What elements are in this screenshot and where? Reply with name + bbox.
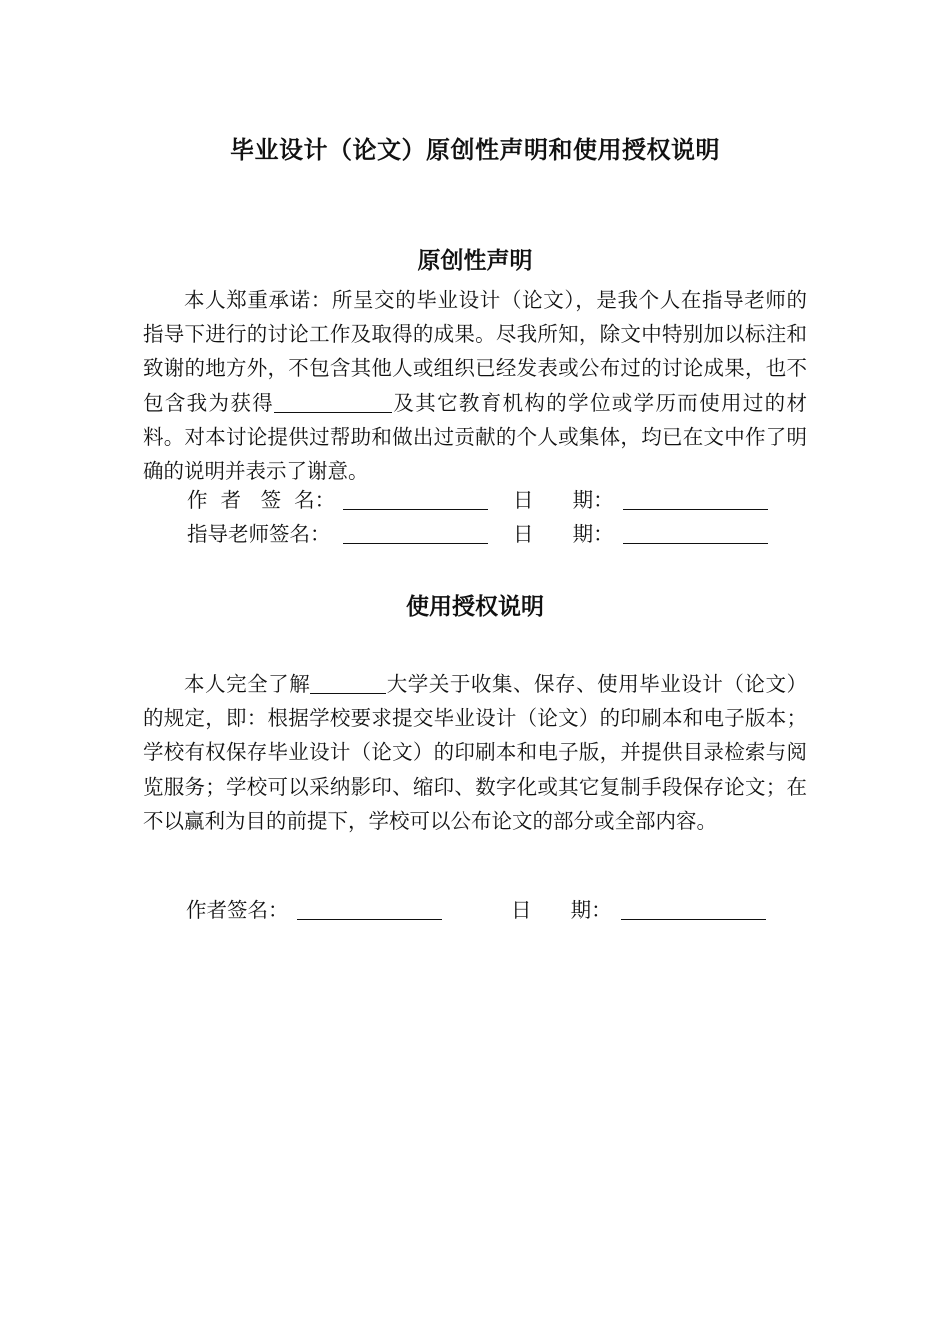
originality-heading: 原创性声明: [417, 248, 533, 274]
advisor-date-label: 日 期：: [513, 522, 614, 546]
authorization-statement: [143, 667, 807, 838]
author-signature-row: [0, 484, 950, 516]
author-signature-label: 作 者 签 名：: [187, 488, 336, 512]
advisor-signature-label: 指导老师签名：: [187, 522, 331, 546]
author-date-line[interactable]: [623, 509, 768, 510]
authorization-date-label: 日 期：: [511, 898, 612, 922]
authorization-text-part2: 大学关于收集、保存、使用毕业设计（论文）的规定，即：根据学校要求提交毕业设计（论文）的印刷本和电子版本；学校有权保存毕业设计（论文）的印刷本和电子版，并提供目录检索与阅览服务；学校可以采纳影印、缩印、数字化或其它复制手段保存论文；在不以赢利为目的前提下，学校可以公布论文的部分或全部内容。: [143, 672, 808, 833]
advisor-signature-row: [0, 518, 950, 550]
document-title: 毕业设计（论文）原创性声明和使用授权说明: [230, 136, 720, 164]
authorization-text-part1: 本人完全了解: [184, 672, 311, 696]
degree-blank[interactable]: [274, 391, 392, 413]
originality-text-part2: 及其它教育机构的学位或学历而使用过的材料。对本讨论提供过帮助和做出过贡献的个人或集体，均已在文中作了明确的说明并表示了谢意。: [143, 390, 808, 484]
authorization-signature-line[interactable]: [297, 919, 442, 920]
university-blank[interactable]: [310, 673, 386, 695]
author-signature-line[interactable]: [343, 509, 488, 510]
author-date-label: 日 期：: [513, 488, 614, 512]
authorization-signature-row: [0, 894, 950, 926]
authorization-date-line[interactable]: [621, 919, 766, 920]
authorization-signature-label: 作者签名：: [186, 898, 289, 922]
authorization-heading: 使用授权说明: [406, 594, 544, 620]
advisor-date-line[interactable]: [623, 543, 768, 544]
originality-text-part1: 本人郑重承诺：所呈交的毕业设计（论文），是我个人在指导老师的指导下进行的讨论工作及取得的成果。尽我所知，除文中特别加以标注和致谢的地方外，不包含其他人或组织已经发表或公布过的讨论成果，也不包含我为获得: [143, 288, 807, 415]
advisor-signature-line[interactable]: [343, 543, 488, 544]
originality-statement: [143, 283, 807, 488]
